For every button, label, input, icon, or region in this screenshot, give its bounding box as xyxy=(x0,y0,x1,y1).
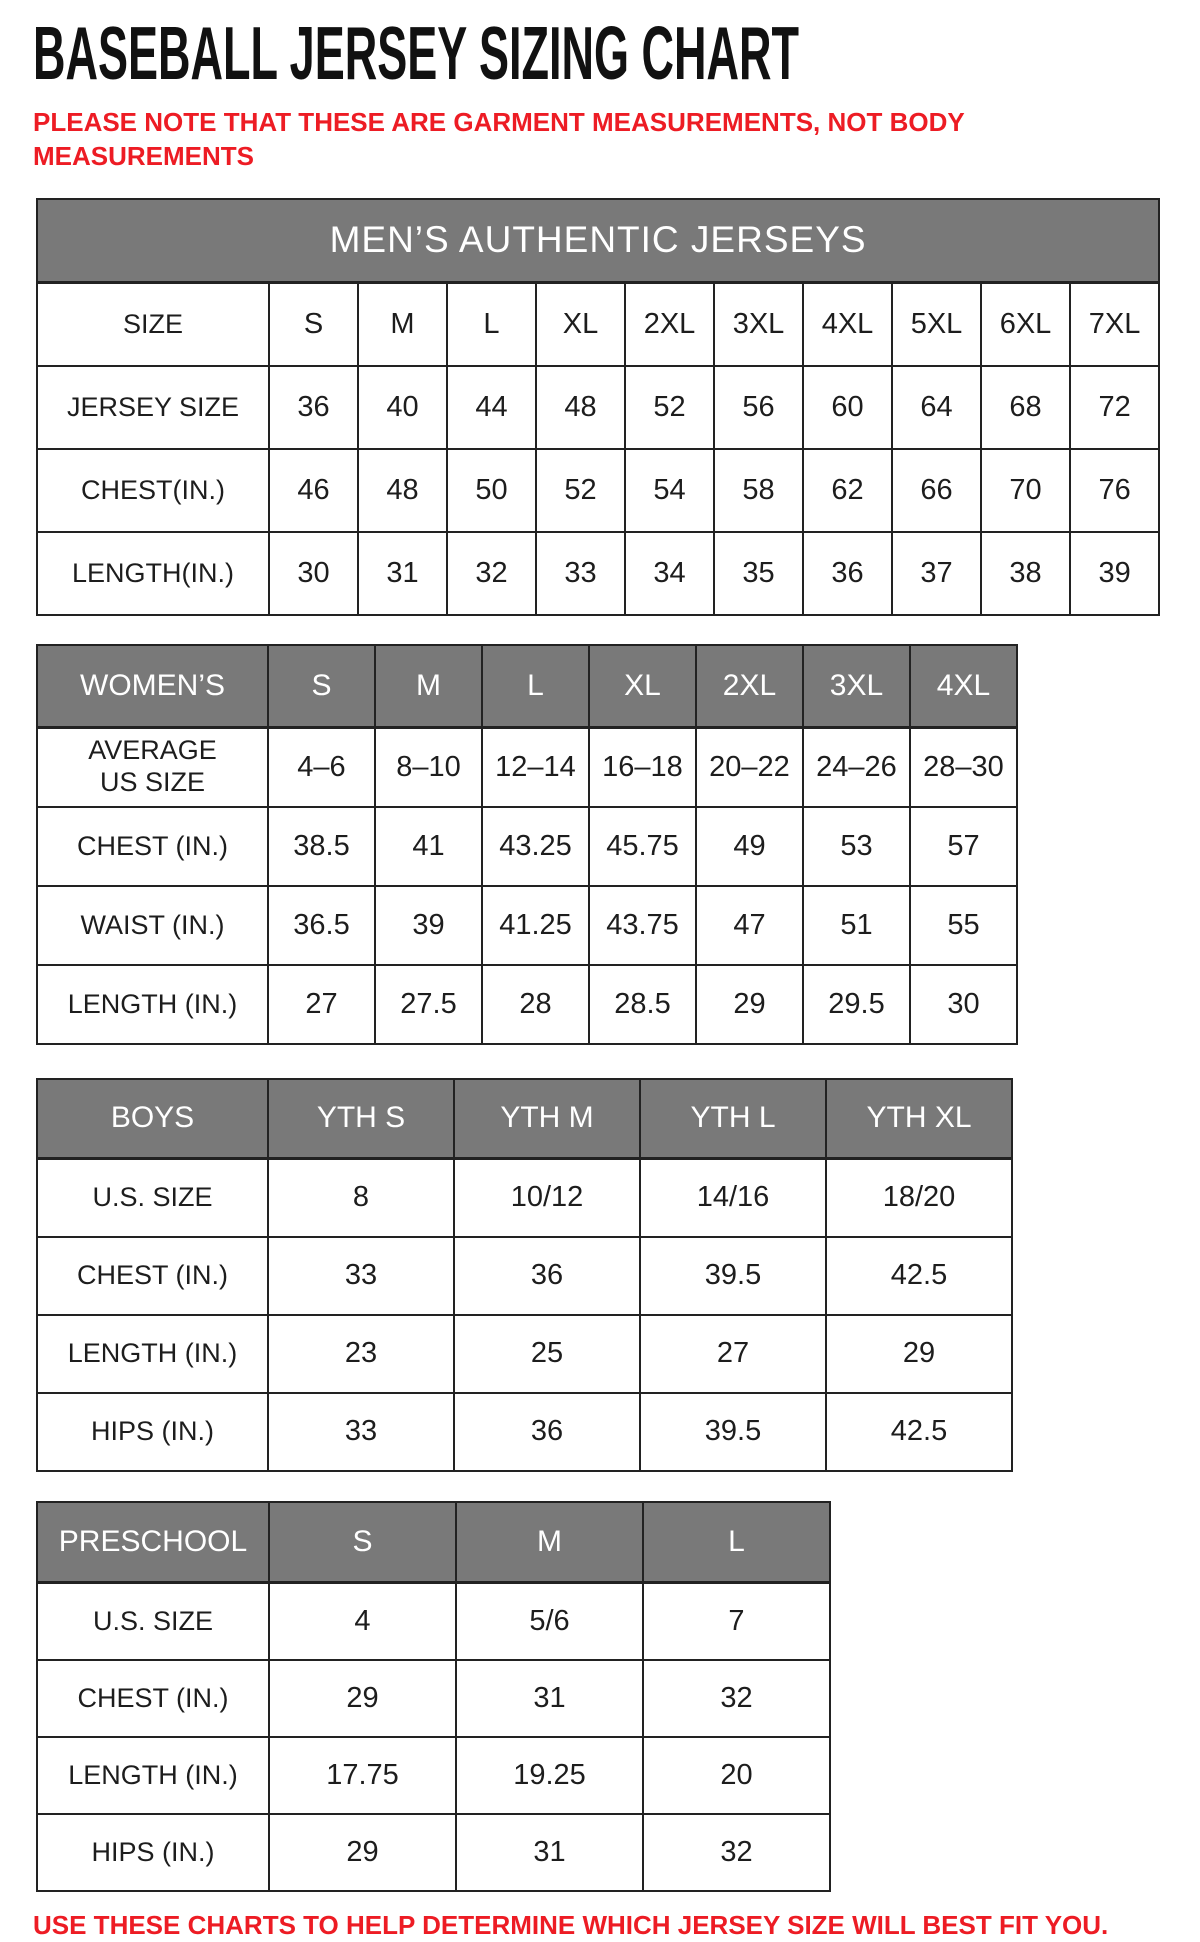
womens-table-title: WOMEN’S xyxy=(37,645,268,728)
table-row xyxy=(37,1159,1012,1237)
womens-sizing-table xyxy=(36,644,1018,1045)
page-title-text: BASEBALL JERSEY SIZING CHART xyxy=(33,11,799,95)
size-header: XL xyxy=(589,645,696,728)
table-cell: 30 xyxy=(269,532,358,615)
size-header: YTH L xyxy=(640,1079,826,1159)
table-cell: 49 xyxy=(696,807,803,886)
table-cell: 28 xyxy=(482,965,589,1044)
table-cell: 31 xyxy=(456,1814,643,1891)
table-cell: 3XL xyxy=(714,283,803,366)
row-label: LENGTH (IN.) xyxy=(37,1315,268,1393)
size-header: S xyxy=(268,645,375,728)
row-label-line: AVERAGE xyxy=(88,735,217,766)
table-cell: 23 xyxy=(268,1315,454,1393)
table-cell: 50 xyxy=(447,449,536,532)
table-cell: 47 xyxy=(696,886,803,965)
table-cell: 72 xyxy=(1070,366,1159,449)
table-cell: 41 xyxy=(375,807,482,886)
size-header: YTH S xyxy=(268,1079,454,1159)
table-row xyxy=(37,1737,830,1814)
table-cell: 38.5 xyxy=(268,807,375,886)
table-cell: 42.5 xyxy=(826,1237,1012,1315)
table-cell: 10/12 xyxy=(454,1159,640,1237)
table-cell: 58 xyxy=(714,449,803,532)
table-cell: 8–10 xyxy=(375,728,482,807)
table-cell: 39.5 xyxy=(640,1393,826,1471)
size-header: M xyxy=(375,645,482,728)
table-cell: 25 xyxy=(454,1315,640,1393)
table-cell: 36.5 xyxy=(268,886,375,965)
table-cell: 7 xyxy=(643,1583,830,1660)
boys-table-header-row xyxy=(37,1079,1012,1159)
boys-table-title: BOYS xyxy=(37,1079,268,1159)
table-cell: 64 xyxy=(892,366,981,449)
table-row xyxy=(37,283,1159,366)
table-row xyxy=(37,1315,1012,1393)
table-cell: 38 xyxy=(981,532,1070,615)
table-row xyxy=(37,1583,830,1660)
table-cell: 14/16 xyxy=(640,1159,826,1237)
page xyxy=(0,11,1200,1942)
size-header: L xyxy=(643,1502,830,1583)
table-cell: 68 xyxy=(981,366,1070,449)
garment-measurements-note: PLEASE NOTE THAT THESE ARE GARMENT MEASUREMENTS, NOT BODY MEASUREMENTS xyxy=(33,107,965,171)
table-cell: 17.75 xyxy=(269,1737,456,1814)
row-label: SIZE xyxy=(37,283,269,366)
table-cell: 46 xyxy=(269,449,358,532)
table-cell: 34 xyxy=(625,532,714,615)
row-label: JERSEY SIZE xyxy=(37,366,269,449)
table-cell: 32 xyxy=(643,1814,830,1891)
table-row xyxy=(37,1660,830,1737)
row-label: U.S. SIZE xyxy=(37,1159,268,1237)
table-cell: 33 xyxy=(536,532,625,615)
size-header: YTH XL xyxy=(826,1079,1012,1159)
row-label: LENGTH (IN.) xyxy=(37,965,268,1044)
table-cell: 29.5 xyxy=(803,965,910,1044)
mens-sizing-table xyxy=(36,198,1160,616)
boys-sizing-table xyxy=(36,1078,1013,1472)
table-cell: 39.5 xyxy=(640,1237,826,1315)
table-row xyxy=(37,449,1159,532)
size-header: S xyxy=(269,1502,456,1583)
table-cell: 29 xyxy=(696,965,803,1044)
preschool-table-header-row xyxy=(37,1502,830,1583)
table-cell: 5XL xyxy=(892,283,981,366)
table-row xyxy=(37,1814,830,1891)
table-cell: 36 xyxy=(803,532,892,615)
table-cell: 48 xyxy=(536,366,625,449)
table-cell: 39 xyxy=(375,886,482,965)
row-label: CHEST(IN.) xyxy=(37,449,269,532)
table-cell: 43.75 xyxy=(589,886,696,965)
preschool-sizing-table xyxy=(36,1501,831,1892)
table-row xyxy=(37,965,1017,1044)
table-cell: 51 xyxy=(803,886,910,965)
table-cell: 36 xyxy=(454,1237,640,1315)
page-title xyxy=(33,11,1200,95)
table-cell: 62 xyxy=(803,449,892,532)
table-row xyxy=(37,1237,1012,1315)
size-header: L xyxy=(482,645,589,728)
table-cell: 70 xyxy=(981,449,1070,532)
table-cell: 28–30 xyxy=(910,728,1017,807)
table-cell: 4–6 xyxy=(268,728,375,807)
table-cell: 30 xyxy=(910,965,1017,1044)
table-cell: 29 xyxy=(826,1315,1012,1393)
size-header: 2XL xyxy=(696,645,803,728)
table-cell: 53 xyxy=(803,807,910,886)
table-cell: 20 xyxy=(643,1737,830,1814)
row-label: CHEST (IN.) xyxy=(37,1660,269,1737)
table-cell: 55 xyxy=(910,886,1017,965)
fit-advice-footer: USE THESE CHARTS TO HELP DETERMINE WHICH JERSEY SIZE WILL BEST FIT YOU. xyxy=(33,1909,1109,1940)
table-row xyxy=(37,366,1159,449)
row-label xyxy=(37,728,268,807)
row-label: WAIST (IN.) xyxy=(37,886,268,965)
table-row xyxy=(37,886,1017,965)
table-cell: 52 xyxy=(625,366,714,449)
row-label: HIPS (IN.) xyxy=(37,1814,269,1891)
table-cell: 57 xyxy=(910,807,1017,886)
table-cell: 29 xyxy=(269,1660,456,1737)
womens-table-header-row xyxy=(37,645,1017,728)
row-label: LENGTH (IN.) xyxy=(37,1737,269,1814)
size-header: M xyxy=(456,1502,643,1583)
table-cell: 27 xyxy=(640,1315,826,1393)
row-label: HIPS (IN.) xyxy=(37,1393,268,1471)
row-label: U.S. SIZE xyxy=(37,1583,269,1660)
table-cell: 32 xyxy=(643,1660,830,1737)
table-cell: 19.25 xyxy=(456,1737,643,1814)
row-label: CHEST (IN.) xyxy=(37,807,268,886)
table-row xyxy=(37,807,1017,886)
table-cell: 2XL xyxy=(625,283,714,366)
table-cell: 31 xyxy=(456,1660,643,1737)
table-cell: 16–18 xyxy=(589,728,696,807)
table-cell: 32 xyxy=(447,532,536,615)
size-header: YTH M xyxy=(454,1079,640,1159)
table-cell: 43.25 xyxy=(482,807,589,886)
table-cell: 7XL xyxy=(1070,283,1159,366)
table-row xyxy=(37,728,1017,807)
table-cell: 4XL xyxy=(803,283,892,366)
table-cell: 28.5 xyxy=(589,965,696,1044)
table-cell: 44 xyxy=(447,366,536,449)
table-cell: 24–26 xyxy=(803,728,910,807)
row-label-line: US SIZE xyxy=(99,767,206,798)
row-label: LENGTH(IN.) xyxy=(37,532,269,615)
table-cell: 41.25 xyxy=(482,886,589,965)
table-cell: 76 xyxy=(1070,449,1159,532)
table-cell: XL xyxy=(536,283,625,366)
table-cell: 35 xyxy=(714,532,803,615)
table-cell: S xyxy=(269,283,358,366)
table-cell: 33 xyxy=(268,1393,454,1471)
table-cell: 42.5 xyxy=(826,1393,1012,1471)
table-cell: 33 xyxy=(268,1237,454,1315)
table-cell: 45.75 xyxy=(589,807,696,886)
table-cell: 27.5 xyxy=(375,965,482,1044)
table-cell: L xyxy=(447,283,536,366)
table-cell: 37 xyxy=(892,532,981,615)
table-cell: 52 xyxy=(536,449,625,532)
table-cell: 18/20 xyxy=(826,1159,1012,1237)
table-cell: 39 xyxy=(1070,532,1159,615)
table-cell: 20–22 xyxy=(696,728,803,807)
mens-table-title: MEN’S AUTHENTIC JERSEYS xyxy=(37,199,1159,283)
table-cell: 29 xyxy=(269,1814,456,1891)
table-cell: 4 xyxy=(269,1583,456,1660)
table-cell: 40 xyxy=(358,366,447,449)
table-cell: 12–14 xyxy=(482,728,589,807)
table-row xyxy=(37,1393,1012,1471)
table-cell: M xyxy=(358,283,447,366)
table-cell: 60 xyxy=(803,366,892,449)
table-cell: 6XL xyxy=(981,283,1070,366)
table-cell: 48 xyxy=(358,449,447,532)
table-cell: 5/6 xyxy=(456,1583,643,1660)
table-cell: 36 xyxy=(269,366,358,449)
preschool-table-title: PRESCHOOL xyxy=(37,1502,269,1583)
size-header: 4XL xyxy=(910,645,1017,728)
row-label: CHEST (IN.) xyxy=(37,1237,268,1315)
table-cell: 56 xyxy=(714,366,803,449)
table-cell: 66 xyxy=(892,449,981,532)
table-cell: 31 xyxy=(358,532,447,615)
table-cell: 27 xyxy=(268,965,375,1044)
table-cell: 36 xyxy=(454,1393,640,1471)
table-row xyxy=(37,532,1159,615)
table-cell: 8 xyxy=(268,1159,454,1237)
mens-table-header-row xyxy=(37,199,1159,283)
size-header: 3XL xyxy=(803,645,910,728)
table-cell: 54 xyxy=(625,449,714,532)
